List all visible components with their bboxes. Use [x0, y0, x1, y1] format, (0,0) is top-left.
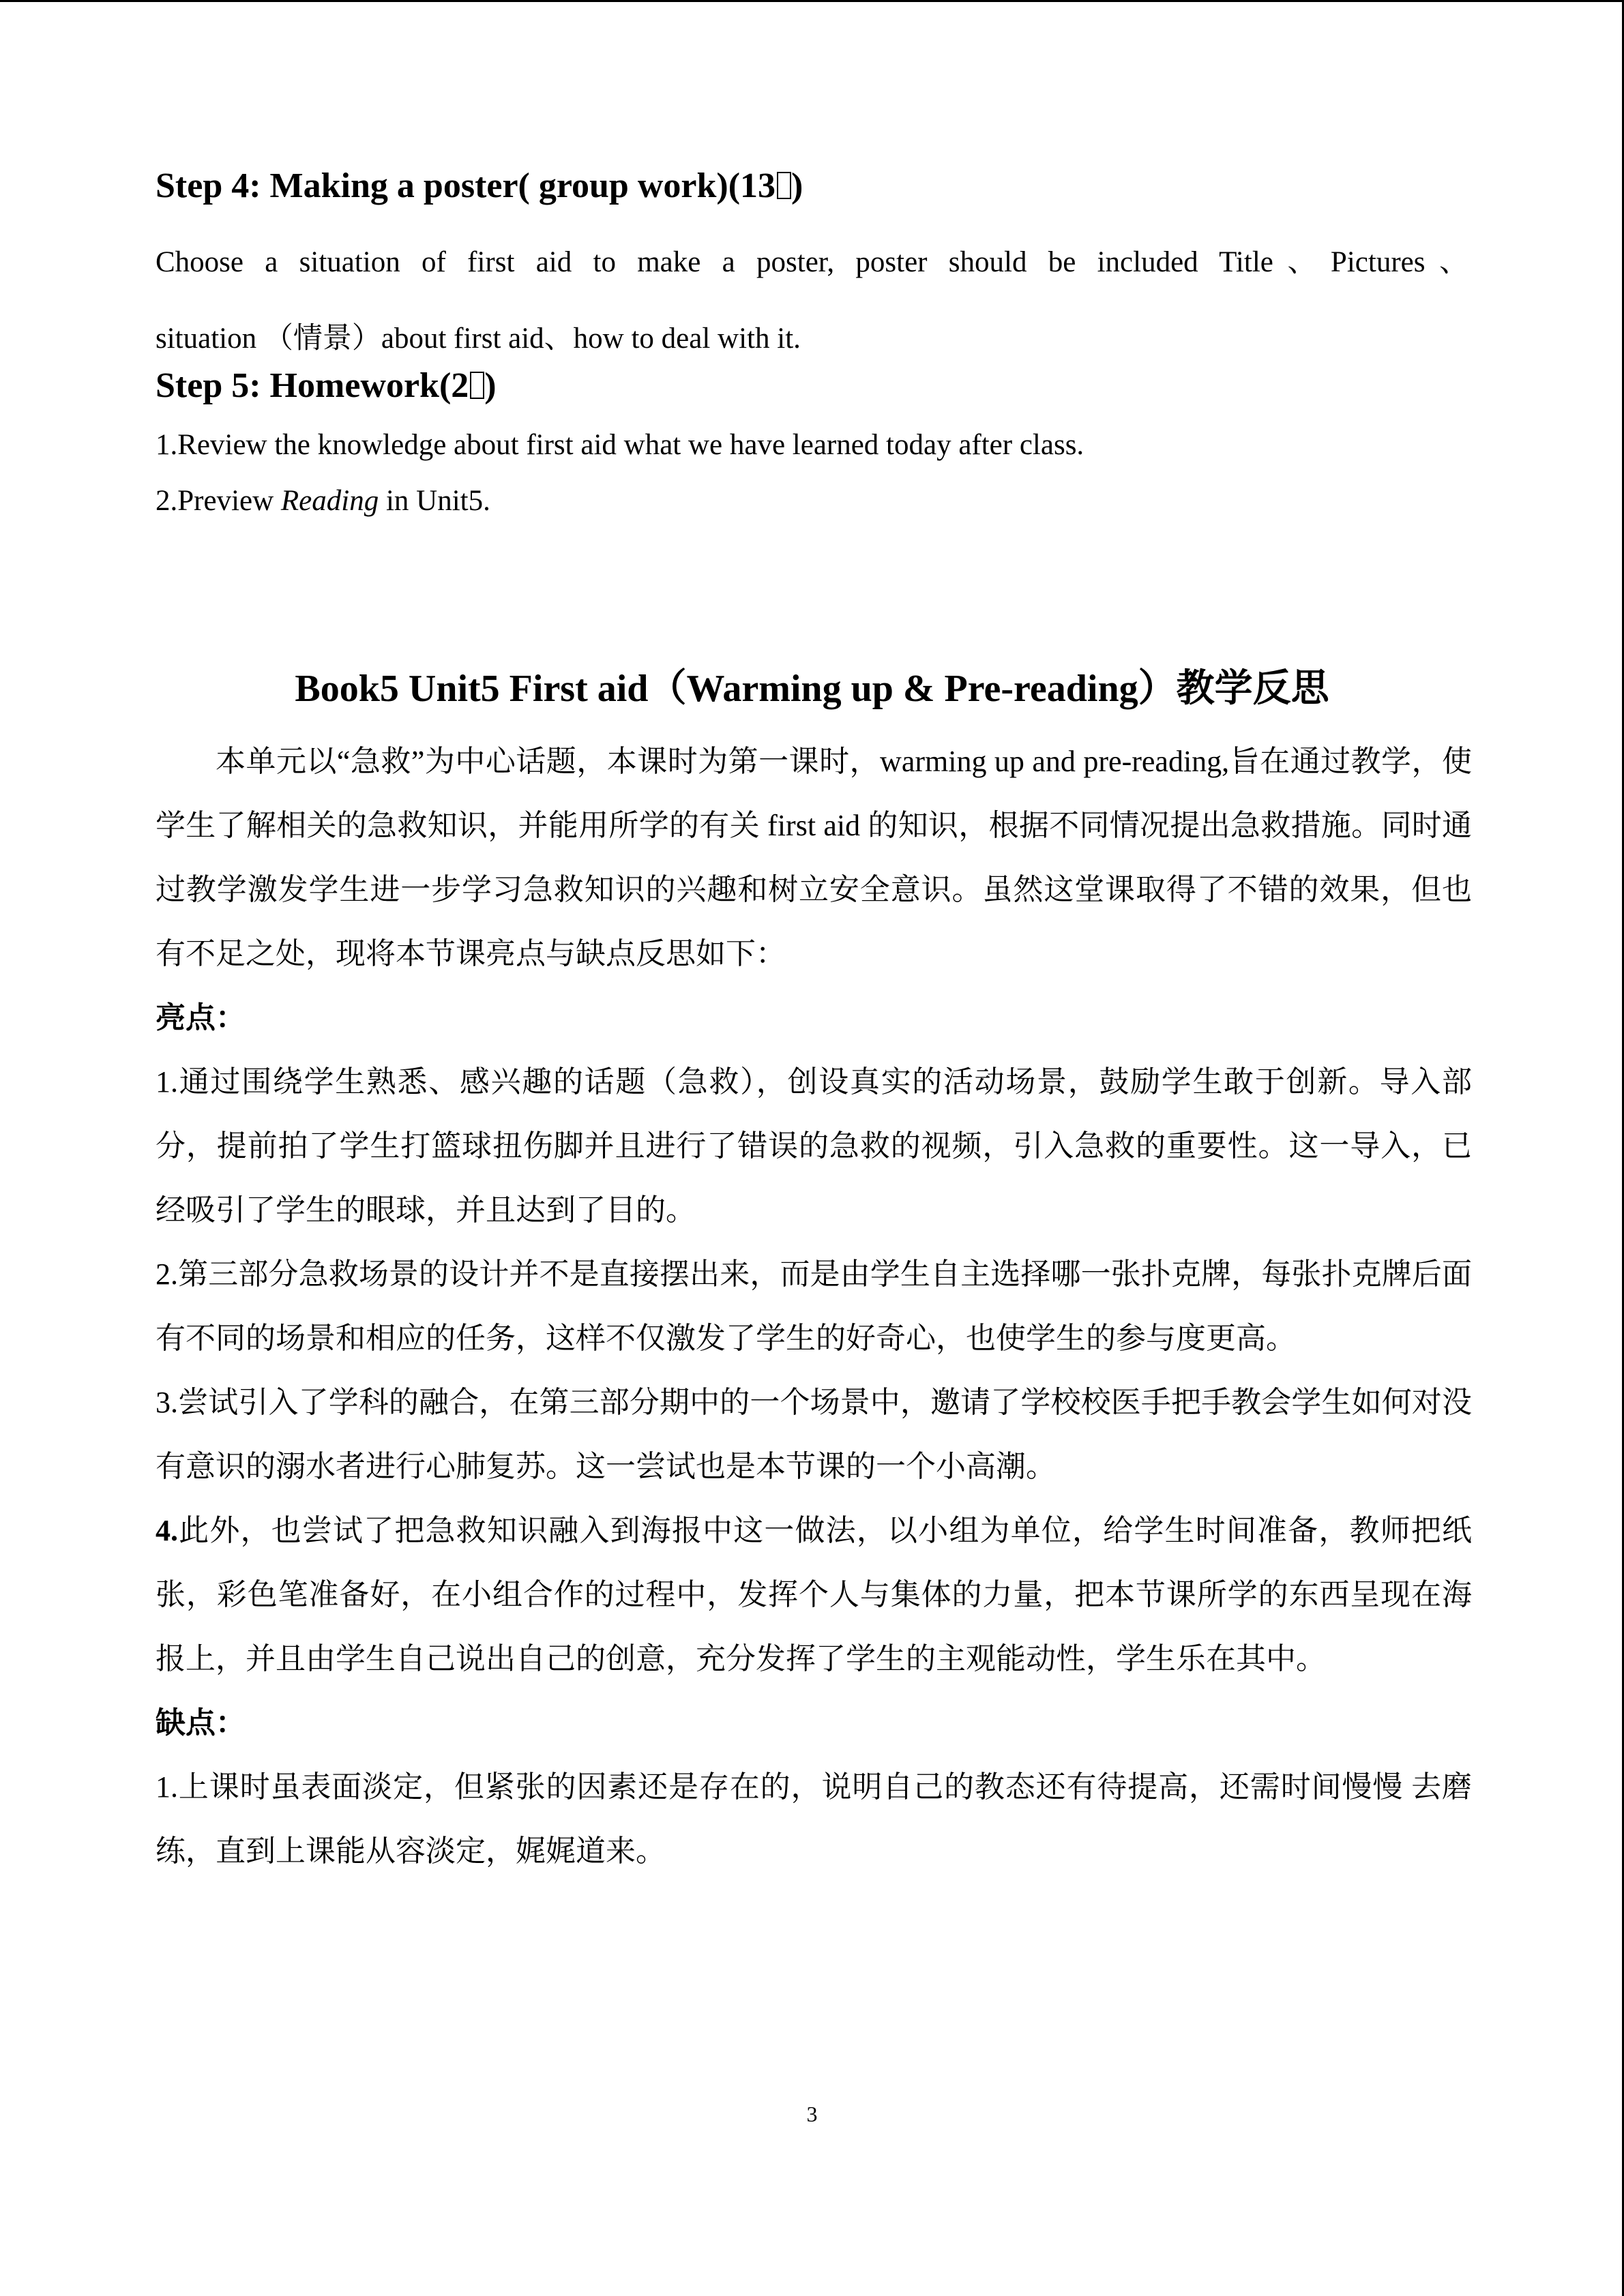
- strength-item-3: 3.尝试引入了学科的融合，在第三部分期中的一个场景中，邀请了学校校医手把手教会学生如何对没有意识的溺水者进行心肺复苏。这一尝试也是本节课的一个小高潮。: [156, 1386, 1472, 1483]
- step5-item1: 1.Review the knowledge about first aid what we have learned today after class.: [156, 429, 1084, 461]
- step5-item2-italic: Reading: [280, 485, 379, 517]
- step5-title-text: Step 5: Homework(2: [156, 366, 469, 405]
- strength-item-4-text: 此外，也尝试了把急救知识融入到海报中这一做法，以小组为单位，给学生时间准备，教师把纸张，彩色笔准备好，在小组合作的过程中，发挥个人与集体的力量，把本节课所学的东西呈现在海报上，并且由学生自己说出自己的创意，充分发挥了学生的主观能动性，学生乐在其中。: [156, 1514, 1472, 1675]
- step5-item2: [156, 484, 490, 518]
- missing-glyph-box: [777, 172, 791, 199]
- strength-item-1: 1.通过围绕学生熟悉、感兴趣的话题（急救），创设真实的活动场景，鼓励学生敢于创新。导入部分，提前拍了学生打篮球扭伤脚并且进行了错误的急救的视频，引入急救的重要性。这一导入，已经吸引了学生的眼球，并且达到了目的。: [156, 1065, 1472, 1227]
- missing-glyph-box: [470, 372, 484, 399]
- step5-title-close: ): [484, 366, 497, 405]
- step5-title: [156, 366, 497, 406]
- reflection-body: [156, 730, 1472, 1883]
- weaknesses-heading: 缺点：: [156, 1706, 246, 1740]
- reflection-intro: 本单元以“急救”为中心话题，本课时为第一课时，warming up and pre-reading,旨在通过教学，使学生了解相关的急救知识，并能用所学的有关 first aid 的知识，根据不同情况提出急救措施。同时通过教学激发学生进一步学习急救知识的兴趣和树立安全意识。虽然这堂课取得了不错的效果，但也有不足之处，现将本节课亮点与缺点反思如下：: [156, 745, 1472, 970]
- step5-item2-suffix: in Unit5.: [379, 485, 490, 517]
- step4-line1: Choose a situation of first aid to make a poster, poster should be included Title、Pictures、: [156, 246, 1468, 278]
- strength-item-4-number: 4.: [156, 1514, 178, 1547]
- strength-item-2: 2.第三部分急救场景的设计并不是直接摆出来，而是由学生自主选择哪一张扑克牌，每张扑克牌后面有不同的场景和相应的任务，这样不仅激发了学生的好奇心，也使学生的参与度更高。: [156, 1257, 1472, 1355]
- weakness-item-1: 1.上课时虽表面淡定，但紧张的因素还是存在的，说明自己的教态还有待提高，还需时间慢慢 去磨练，直到上课能从容淡定，娓娓道来。: [156, 1770, 1472, 1868]
- step4-title-text: Step 4: Making a poster( group work)(13: [156, 166, 776, 205]
- reflection-title: Book5 Unit5 First aid（Warming up & Pre-reading）教学反思: [295, 668, 1329, 710]
- strength-item-4: [156, 1499, 1472, 1691]
- page-number: 3: [806, 2102, 818, 2126]
- strengths-heading: 亮点：: [156, 1001, 246, 1034]
- step4-title: [156, 166, 803, 207]
- step4-title-close: ): [791, 166, 803, 205]
- step4-line2: situation （情景）about first aid、how to deal with it.: [156, 323, 801, 355]
- top-border-line: [0, 0, 1624, 2]
- step5-item2-prefix: 2.Preview: [156, 485, 281, 517]
